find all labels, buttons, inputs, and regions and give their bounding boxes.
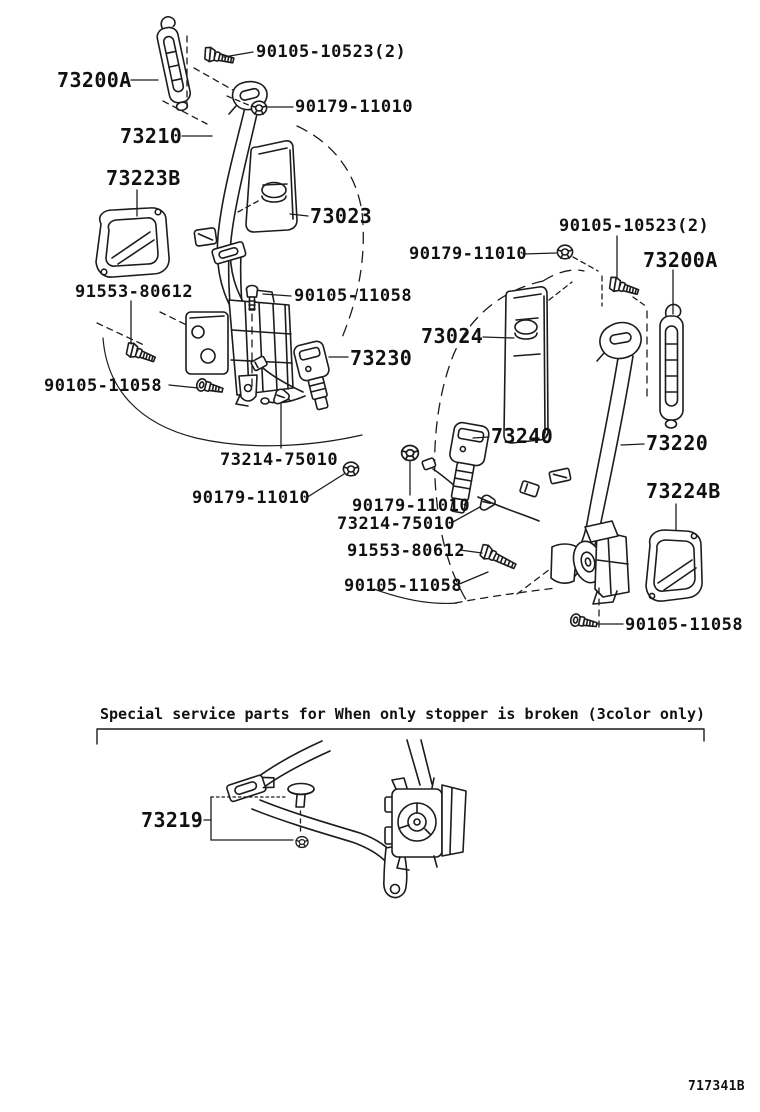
stopper-nut-icon — [296, 837, 308, 848]
label-73214-75010-mid: 73214-75010 — [337, 514, 456, 534]
label-73230: 73230 — [350, 346, 413, 370]
label-73220: 73220 — [646, 431, 709, 455]
label-90105-11058-lower-right: 90105-11058 — [625, 615, 744, 635]
label-90105-10523-front-right: 90105-10523(2) — [559, 216, 710, 236]
label-90179-11010-mid-left: 90179-11010 — [192, 488, 311, 508]
label-73223b: 73223B — [106, 166, 181, 190]
clip-73214-75010-mid-icon — [477, 493, 497, 512]
height-adjuster-73200a-left — [153, 15, 240, 124]
bracket-73219 — [211, 797, 293, 840]
label-73224b: 73224B — [646, 479, 721, 503]
label-90179-11010-upper-right: 90179-11010 — [409, 244, 528, 264]
bolt-91553-80612-left-icon — [124, 342, 157, 366]
screw-90105-11058-left-icon — [195, 378, 224, 396]
label-90105-10523-front-left: 90105-10523(2) — [256, 42, 407, 62]
bolt-90105-10523-right-icon — [607, 276, 640, 299]
bottom-belt-assembly — [226, 740, 466, 898]
label-91553-80612-left: 91553-80612 — [75, 282, 194, 302]
label-73240: 73240 — [491, 424, 554, 448]
label-73210: 73210 — [120, 124, 183, 148]
shoulder-anchor-right — [573, 257, 647, 361]
nut-90179-11010-mid-left-icon — [343, 462, 358, 476]
nut-90179-11010-right-icon — [557, 245, 572, 259]
special-service-note: Special service parts for When only stopper is broken (3color only) — [100, 705, 706, 723]
label-90105-11058-upper-left: 90105-11058 — [294, 286, 413, 306]
bolt-91553-80612-mid-icon — [478, 543, 518, 572]
label-73200a-right: 73200A — [643, 248, 718, 272]
drawing-number: 717341B — [688, 1079, 745, 1094]
label-73024: 73024 — [421, 324, 484, 348]
cover-73224b — [646, 530, 702, 601]
label-73200a-left: 73200A — [57, 68, 132, 92]
label-90179-11010-mid-right: 90179-11010 — [352, 496, 471, 516]
label-91553-80612-mid: 91553-80612 — [347, 541, 466, 561]
tongue-plate-left — [194, 228, 246, 265]
label-90179-11010-upper-left: 90179-11010 — [295, 97, 414, 117]
label-73219: 73219 — [141, 808, 204, 832]
height-adjuster-73200a-right — [647, 304, 683, 428]
label-73214-75010-left: 73214-75010 — [220, 450, 339, 470]
label-90105-11058-lower-left: 90105-11058 — [44, 376, 163, 396]
retractor-right — [551, 521, 629, 630]
label-73023: 73023 — [310, 204, 373, 228]
nut-90179-11010-mid-icon — [402, 446, 419, 461]
pillar-garnish-73024 — [504, 282, 572, 443]
bolt-90105-10523-left-icon — [203, 46, 235, 67]
nut-90179-11010-upper-left-icon — [251, 101, 266, 115]
cover-73223b — [96, 208, 169, 277]
note-bracket — [97, 729, 704, 744]
screw-90105-11058-right-icon — [570, 613, 598, 631]
label-90105-11058-mid: 90105-11058 — [344, 576, 463, 596]
